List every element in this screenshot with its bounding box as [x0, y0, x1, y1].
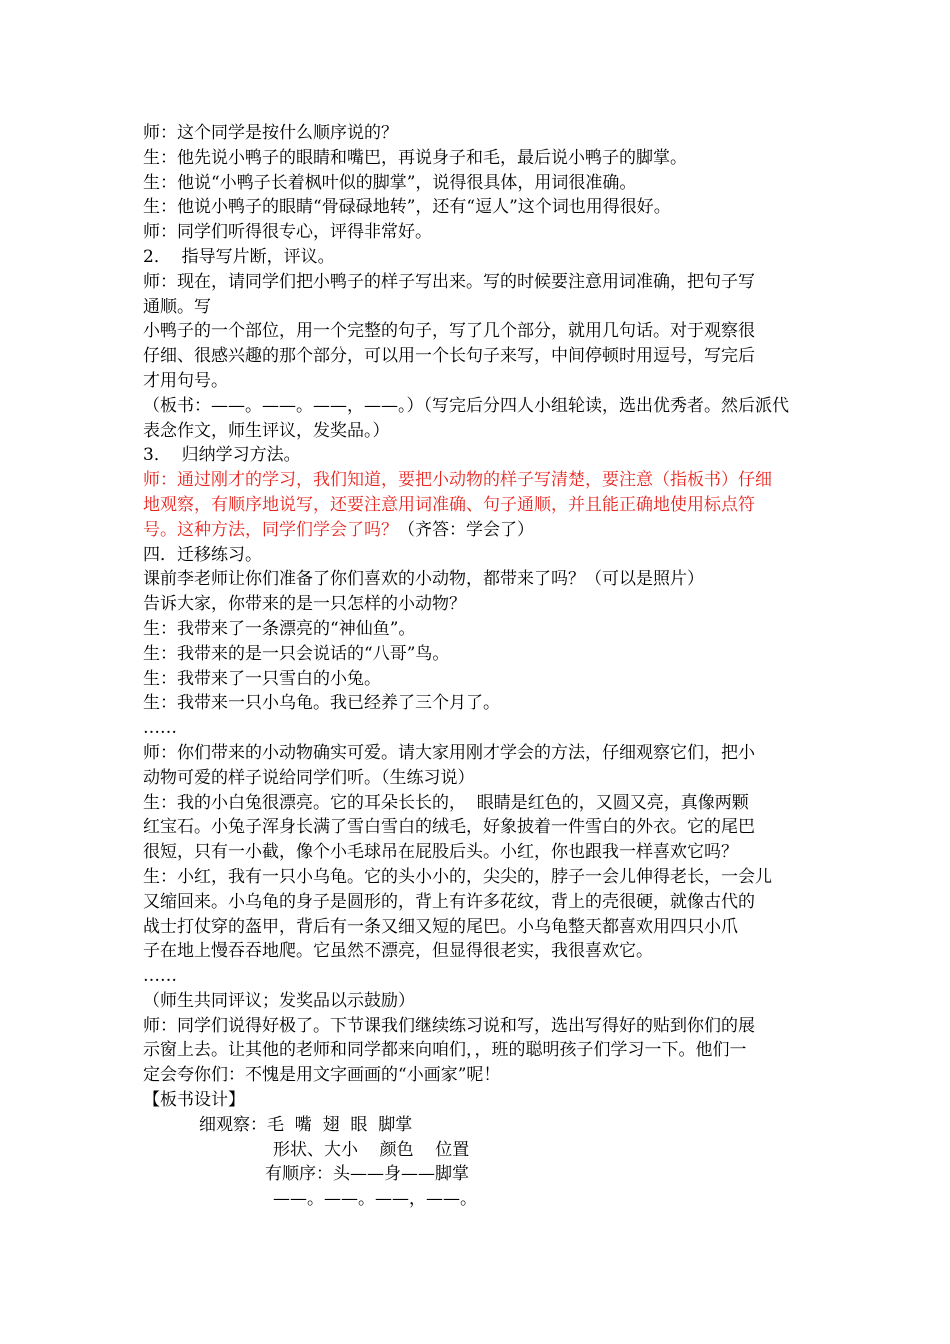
- text-line: 四．迁移练习。: [143, 544, 262, 565]
- text-line: 表念作文，师生评议，发奖品。）: [143, 420, 390, 441]
- text-block-discussion: [143, 121, 813, 468]
- text-line: 动物可爱的样子说给同学们听。（生练习说）: [143, 767, 475, 788]
- text-line: 告诉大家，你带来的是一只怎样的小动物？: [143, 594, 466, 615]
- text-line: 战士打仗穿的盔甲，背后有一条又细又短的尾巴。小乌龟整天都喜欢用四只小爪: [143, 916, 738, 937]
- highlight-text: 号。这种方法，同学们学会了吗？: [143, 519, 398, 540]
- text-line: 生：他先说小鸭子的眼睛和嘴巴，再说身子和毛，最后说小鸭子的脚掌。: [143, 147, 687, 168]
- highlight-text: 师：通过刚才的学习，我们知道，要把小动物的样子写清楚，要注意（指板书）仔细: [143, 470, 772, 491]
- text-line: 生：小红，我有一只小乌龟。它的头小小的，尖尖的，脖子一会儿伸得老长，一会儿: [143, 866, 772, 887]
- lesson-text: [143, 121, 813, 1212]
- text-line: 生：我的小白兔很漂亮。它的耳朵长长的， 眼睛是红色的，又圆又亮，真像两颗: [143, 792, 749, 813]
- text-line: ……: [143, 966, 177, 987]
- text-line: 示窗上去。让其他的老师和同学都来向咱们，，班的聪明孩子们学习一下。他们一: [143, 1040, 747, 1061]
- text-block-practice: [143, 543, 813, 1113]
- text-line: 通顺。写: [143, 296, 211, 317]
- text-block-summary-highlight: [143, 468, 813, 542]
- text-line: 2． 指导写片断，评议。: [143, 246, 335, 267]
- board-line-punctuation: ——。——。——，——。: [273, 1189, 477, 1210]
- blackboard-design: [143, 1113, 813, 1212]
- text-line: 仔细、很感兴趣的那个部分，可以用一个长句子来写，中间停顿时用逗号，写完后: [143, 346, 755, 367]
- text-line: 生：我带来了一条漂亮的“神仙鱼”。: [143, 618, 416, 639]
- text-line: 小鸭子的一个部位，用一个完整的句子，写了几个部分，就用几句话。对于观察很: [143, 321, 755, 342]
- highlight-line: [143, 518, 813, 543]
- text-line: 师：你们带来的小动物确实可爱。请大家用刚才学会的方法，仔细观察它们，把小: [143, 742, 755, 763]
- text-line: 师：这个同学是按什么顺序说的？: [143, 123, 398, 143]
- text-line: 师：同学们听得很专心，评得非常好。: [143, 222, 432, 243]
- chorus-answer: （齐答：学会了）: [398, 519, 534, 540]
- board-line-order: 有顺序：头——身——脚掌: [265, 1164, 469, 1185]
- text-line: 红宝石。小兔子浑身长满了雪白雪白的绒毛，好象披着一件雪白的外衣。它的尾巴: [143, 817, 755, 838]
- text-line: 生：我带来一只小乌龟。我已经养了三个月了。: [143, 693, 500, 714]
- text-line: 生：他说“小鸭子长着枫叶似的脚掌”，说得很具体，用词很准确。: [143, 172, 637, 193]
- text-line: 3． 归纳学习方法。: [143, 445, 301, 466]
- text-line: ……: [143, 718, 177, 739]
- text-line: 【板书设计】: [143, 1090, 245, 1111]
- highlight-line: [143, 468, 813, 493]
- text-line: （师生共同评议；发奖品以示鼓励）: [143, 990, 415, 1011]
- text-line: （板书：——。——。——，——。）（写完后分四人小组轮读，选出优秀者。然后派代: [143, 395, 789, 416]
- text-line: 才用句号。: [143, 370, 228, 391]
- text-line: 子在地上慢吞吞地爬。它虽然不漂亮，但显得很老实，我很喜欢它。: [143, 941, 653, 962]
- text-line: 生：他说小鸭子的眼睛“骨碌碌地转”，还有“逗人”这个词也用得很好。: [143, 197, 671, 218]
- highlight-text: 地观察，有顺序地说写，还要注意用词准确、句子通顺，并且能正确地使用标点符: [143, 494, 755, 515]
- text-line: 很短，只有一小截，像个小毛球吊在屁股后头。小红，你也跟我一样喜欢它吗？: [143, 842, 738, 863]
- text-line: 师：同学们说得好极了。下节课我们继续练习说和写，选出写得好的贴到你们的展: [143, 1015, 755, 1036]
- text-line: 生：我带来的是一只会说话的“八哥”鸟。: [143, 643, 450, 664]
- text-line: 生：我带来了一只雪白的小兔。: [143, 668, 381, 689]
- board-line-observe: 细观察：毛 嘴 翅 眼 脚掌: [199, 1114, 413, 1135]
- board-line-attributes: 形状、大小 颜色 位置: [273, 1139, 470, 1160]
- text-line: 定会夸你们：不愧是用文字画画的“小画家”呢！: [143, 1065, 501, 1086]
- text-line: 又缩回来。小乌龟的身子是圆形的，背上有许多花纹，背上的壳很硬，就像古代的: [143, 891, 755, 912]
- text-line: 课前李老师让你们准备了你们喜欢的小动物，都带来了吗？（可以是照片）: [143, 569, 704, 590]
- highlight-line: [143, 493, 813, 518]
- text-line: 师：现在，请同学们把小鸭子的样子写出来。写的时候要注意用词准确，把句子写: [143, 271, 755, 292]
